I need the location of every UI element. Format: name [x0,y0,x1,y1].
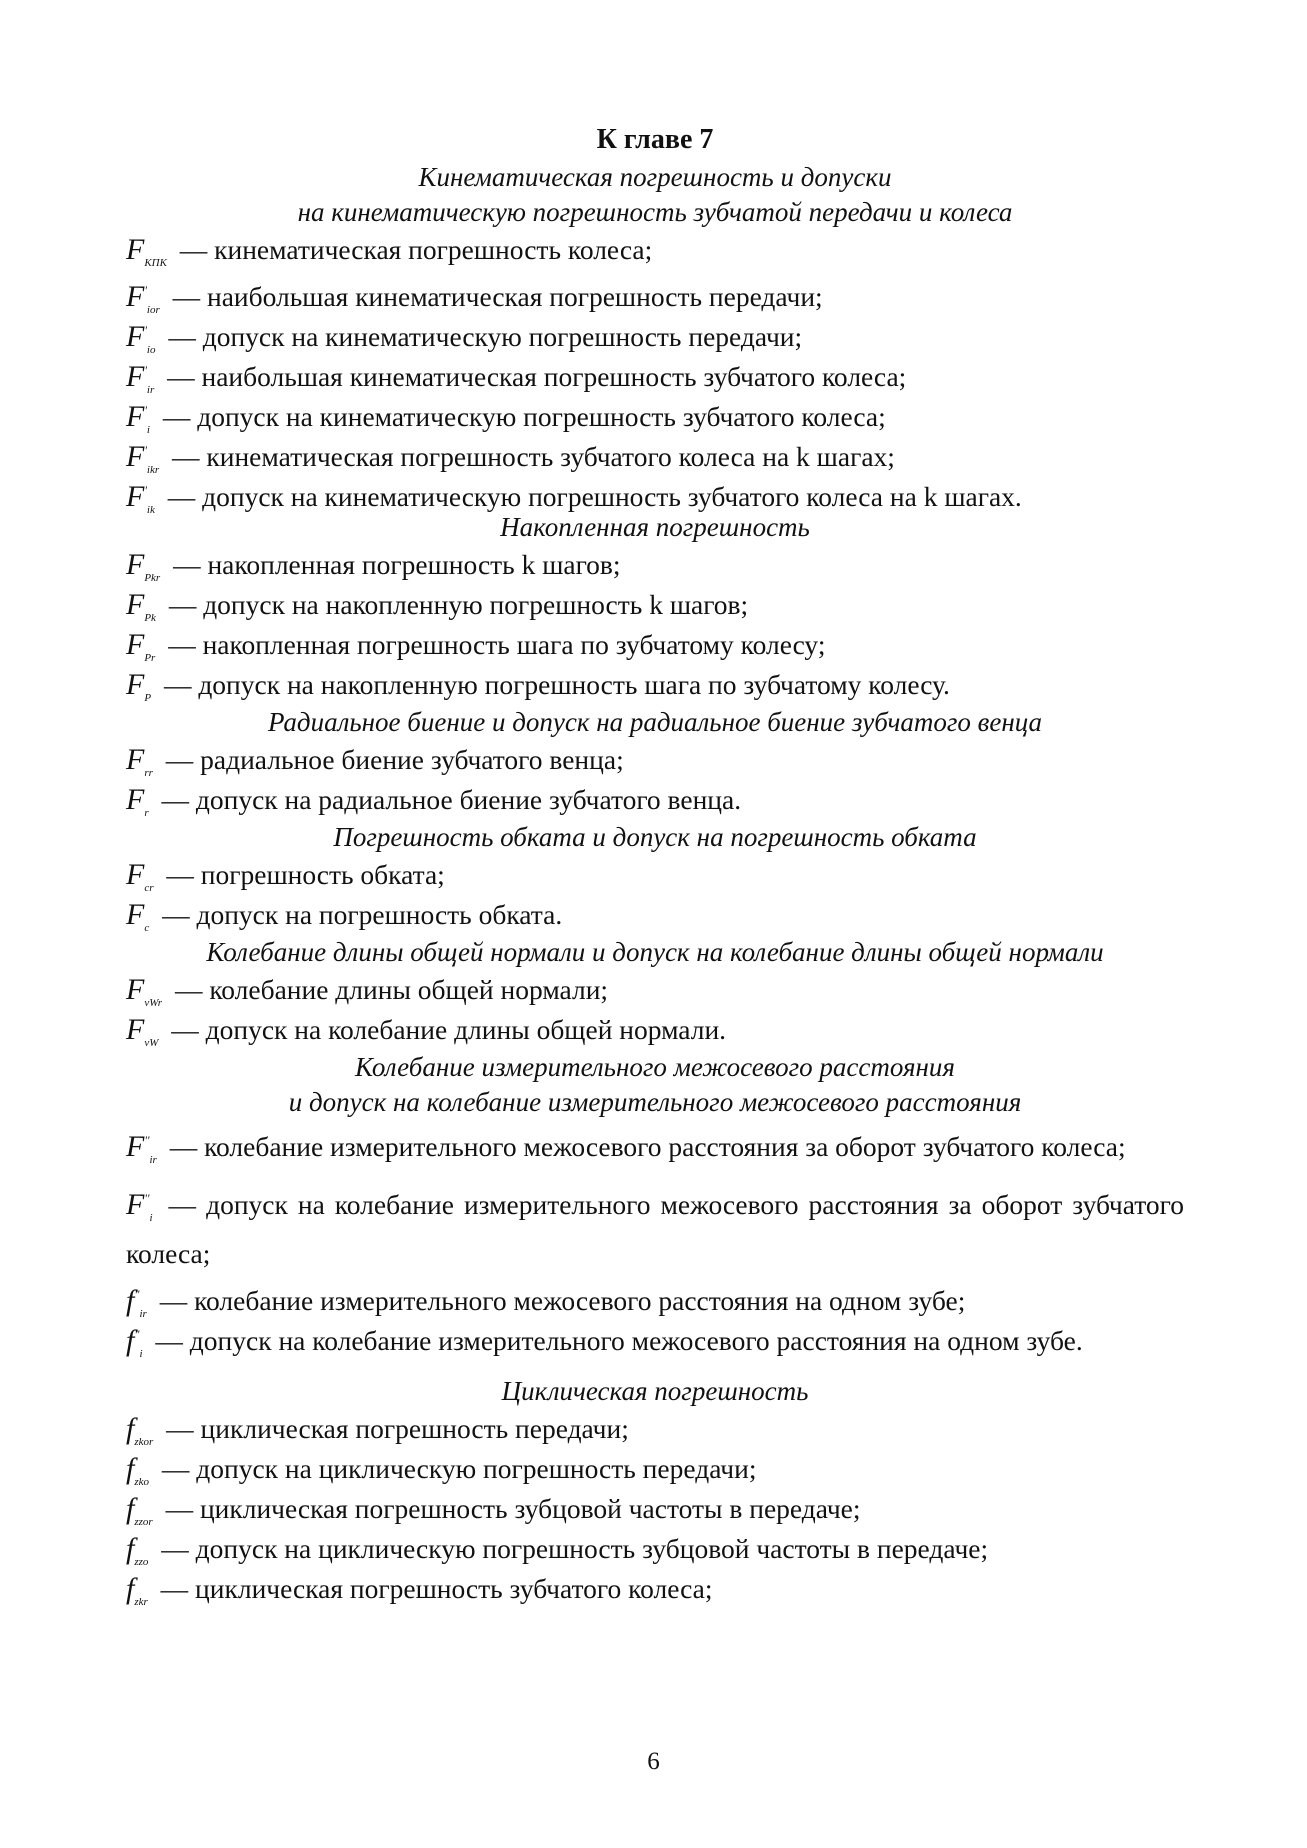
symbol-definition [126,585,1184,625]
symbol-base: F [126,440,145,473]
symbol-definition [126,1529,1184,1569]
symbol-subscript: vW [144,1037,159,1049]
symbol-subscript: Pr [144,652,156,664]
symbol-base: F [126,360,145,393]
symbol-subscript: Pkr [144,572,161,584]
symbol-base: F [126,668,145,701]
definition-text: — накопленная погрешность k шагов; [166,549,621,580]
symbol-subscript: c [144,922,150,934]
symbol-definition [126,665,1184,705]
symbol-prime: ' [144,283,147,297]
symbol-subscript: ik [146,504,155,516]
section [126,510,1184,705]
symbol-subscript: zzor [134,1516,153,1528]
symbol-base: F [126,743,145,776]
symbol-subscript: P [144,692,152,704]
symbol-definition [126,270,1184,316]
symbol-definition [126,1122,1184,1178]
symbol-definition [126,230,1184,270]
section-heading: Кинематическая погрешность и допуски [418,162,892,192]
definition-text: — допуск на накопленную погрешность k шагов; [161,589,749,620]
symbol-definition [126,545,1184,585]
symbol-base: F [126,1130,145,1163]
definition-text: — накопленная погрешность шага по зубчатому колесу; [161,629,826,660]
symbol-subscript: ir [146,384,155,396]
symbol-definition [126,855,1184,895]
symbol-definition [126,350,1184,396]
symbol-base: f [126,1324,135,1357]
section [126,160,1184,516]
symbol-base: F [126,1188,145,1221]
symbol-definition [126,1180,1184,1272]
symbol-base: f [126,1284,135,1317]
symbol-definition [126,1409,1184,1449]
symbol-subscript: r [144,807,149,819]
symbol-definition [126,1489,1184,1529]
symbol-definition [126,470,1184,516]
definition-text: — допуск на колебание измерительного межосевого расстояния на одном зубе. [148,1325,1083,1356]
definition-text: — допуск на погрешность обката. [155,899,563,930]
symbol-base: F [126,400,145,433]
definition-text: — погрешность обката; [159,859,445,890]
symbol-definition [126,1449,1184,1489]
symbol [126,780,149,833]
symbol-prime: ' [144,323,147,337]
definition-text: — наибольшая кинематическая погрешность передачи; [165,281,823,312]
symbol-definition [126,740,1184,780]
symbol [126,470,155,530]
section [126,935,1184,1050]
section-heading: Погрешность обката и допуск на погрешность обката [333,822,977,852]
definition-text: — допуск на кинематическую погрешность зубчатого колеса; [155,401,886,432]
symbol-base: F [126,588,145,621]
symbol-base: f [126,1452,135,1485]
symbol-subscript: cr [144,882,154,894]
definition-text: — колебание длины общей нормали; [168,974,609,1005]
symbol-subscript: i [139,1348,143,1360]
symbol-base: F [126,783,145,816]
definition-text: — циклическая погрешность передачи; [159,1413,629,1444]
symbol-definition [126,430,1184,476]
symbol [126,1180,153,1236]
definition-text: — колебание измерительного межосевого расстояния за оборот зубчатого колеса; [162,1131,1126,1162]
symbol [126,1569,148,1622]
symbol-subscript: i [146,424,150,436]
page-number: 6 [647,1748,660,1775]
symbol-base: f [126,1532,135,1565]
symbol-subscript: rr [144,767,153,779]
symbol-definition [126,895,1184,935]
symbol-base: F [126,320,145,353]
symbol-prime: '' [134,1287,140,1301]
symbol-definition [126,390,1184,436]
symbol-base: F [126,973,145,1006]
section-heading: Циклическая погрешность [501,1376,809,1406]
symbol-subscript: zzo [134,1556,149,1568]
symbol-subscript: vWr [144,997,163,1009]
symbol-base: f [126,1412,135,1445]
symbol [126,895,149,948]
definition-text: — допуск на радиальное биение зубчатого венца. [154,784,742,815]
section [126,820,1184,935]
symbol-definition [126,1569,1184,1609]
definition-text: — циклическая погрешность зубцовой частоты в передаче; [158,1493,861,1524]
symbol-prime: ' [144,403,147,417]
definition-text: — кинематическая погрешность зубчатого колеса на k шагах; [165,441,895,472]
sections-container [126,160,1184,1609]
symbol-base: F [126,1013,145,1046]
symbol [126,665,151,718]
symbol-subscript: zkr [134,1596,148,1608]
symbol-definition [126,970,1184,1010]
symbol-base: F [126,480,145,513]
symbol-subscript: ir [149,1154,157,1166]
definition-text: — допуск на кинематическую погрешность зубчатого колеса на k шагах. [160,481,1022,512]
symbol-definition [126,1274,1184,1320]
definition-text: — колебание измерительного межосевого расстояния на одном зубе; [152,1285,966,1316]
symbol-prime: '' [144,1133,150,1147]
page-content [126,122,1184,1609]
definition-text: — допуск на накопленную погрешность шага по зубчатому колесу. [157,669,950,700]
definition-text: — допуск на циклическую погрешность зубцовой частоты в передаче; [154,1533,989,1564]
definition-text: — допуск на колебание измерительного межосевого расстояния за оборот зубчатого колеса; [126,1189,1184,1269]
symbol [126,1122,157,1178]
symbol-subscript: ikr [146,464,160,476]
symbol-prime: '' [144,1191,150,1205]
symbol-definition [126,1010,1184,1050]
symbol-definition [126,780,1184,820]
section-heading: на кинематическую погрешность зубчатой передачи и колеса [297,197,1013,227]
symbol-subscript: ior [146,304,160,316]
symbol-subscript: Pk [144,612,156,624]
section-heading: Колебание измерительного межосевого расстояния [355,1052,955,1082]
symbol-prime: ' [144,483,147,497]
symbol-base: f [126,1572,135,1605]
symbol-base: F [126,858,145,891]
symbol-subscript: КПК [144,257,167,269]
definition-text: — допуск на колебание длины общей нормали. [164,1014,727,1045]
symbol-prime: ' [144,363,147,377]
section-heading: Колебание длины общей нормали и допуск на колебание длины общей нормали [206,937,1104,967]
symbol-base: f [126,1492,135,1525]
definition-text: — наибольшая кинематическая погрешность зубчатого колеса; [160,361,907,392]
section [126,1050,1184,1372]
section-heading: Накопленная погрешность [500,512,810,542]
section [126,705,1184,820]
definition-text: — допуск на циклическую погрешность передачи; [155,1453,757,1484]
symbol-definition [126,625,1184,665]
chapter-title: К главе 7 [596,124,714,155]
definition-text: — кинематическая погрешность колеса; [172,234,653,265]
symbol-subscript: ir [139,1308,147,1320]
symbol-subscript: io [146,344,156,356]
symbol-prime: '' [134,1327,140,1341]
symbol-definition [126,1316,1184,1372]
section-heading: Радиальное биение и допуск на радиальное биение зубчатого венца [267,707,1043,737]
symbol-base: F [126,233,145,266]
symbol-base: F [126,548,145,581]
symbol-definition [126,310,1184,356]
symbol-base: F [126,628,145,661]
symbol-prime: ' [144,443,147,457]
symbol [126,1316,143,1372]
definition-text: — циклическая погрешность зубчатого колеса; [153,1573,713,1604]
symbol-base: F [126,280,145,313]
section [126,1374,1184,1609]
section-heading: и допуск на колебание измерительного межосевого расстояния [288,1087,1022,1117]
symbol-subscript: zko [134,1476,150,1488]
symbol-base: F [126,898,145,931]
symbol-subscript: i [149,1212,153,1224]
definition-text: — радиальное биение зубчатого венца; [158,744,624,775]
symbol-subscript: zkor [134,1436,154,1448]
symbol [126,1010,158,1063]
definition-text: — допуск на кинематическую погрешность передачи; [161,321,803,352]
